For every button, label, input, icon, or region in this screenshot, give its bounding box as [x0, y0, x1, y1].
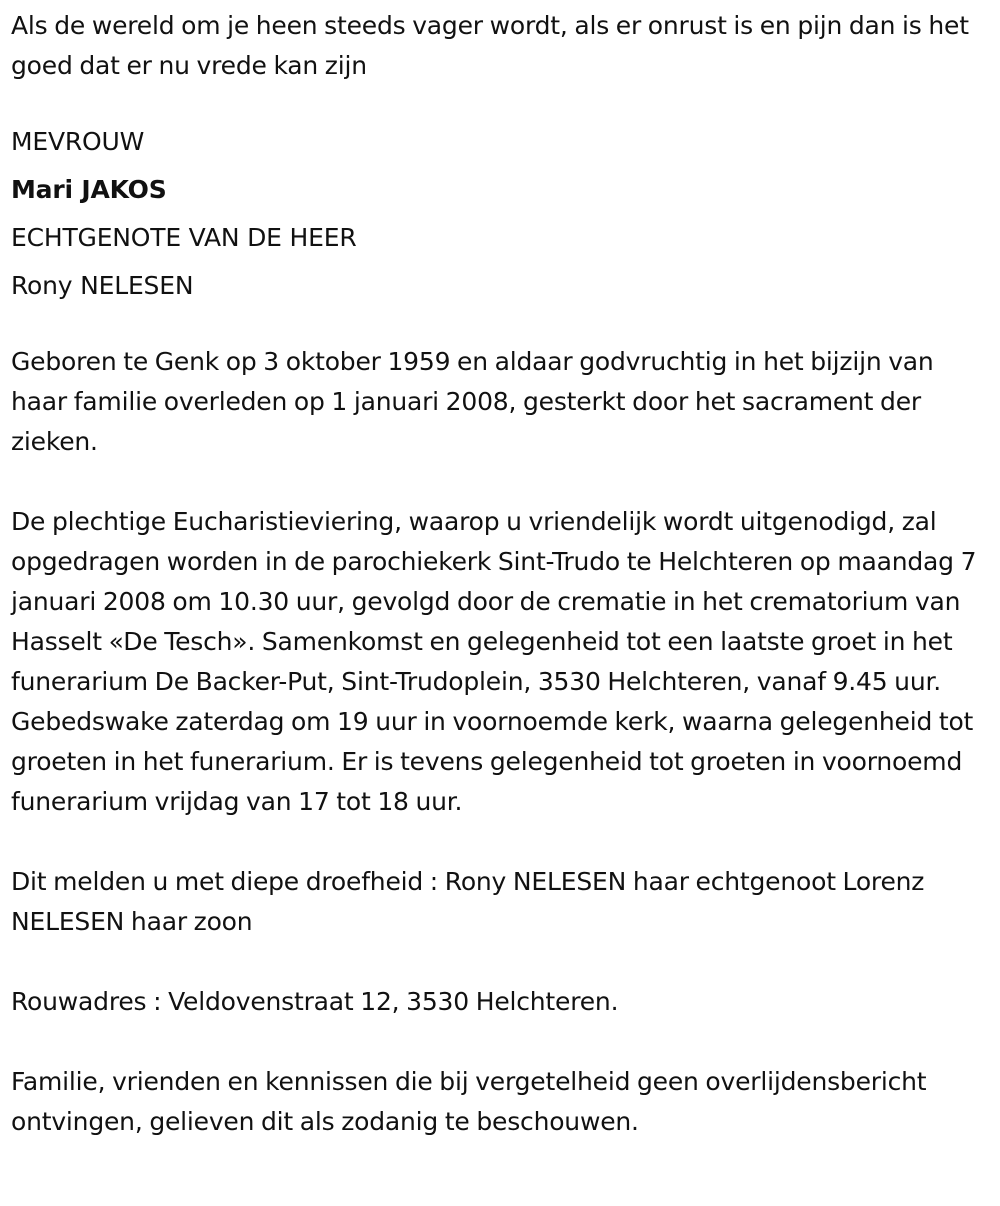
- closing-paragraph: Familie, vrienden en kennissen die bij vergetelheid geen overlijdensbericht ontvingen, gelieven dit als zodanig te beschouwen.: [11, 1067, 927, 1136]
- deceased-block: [11, 118, 996, 310]
- motto-text: Als de wereld om je heen steeds vager wordt, als er onrust is en pijn dan is het goed dat er nu vrede kan zijn: [11, 11, 969, 80]
- obituary-document: [11, 6, 996, 1142]
- honorific: MEVROUW: [11, 127, 145, 156]
- birth-death-paragraph: Geboren te Genk op 3 oktober 1959 en aldaar godvruchtig in het bijzijn van haar familie overleden op 1 januari 2008, gesterkt door het sacrament der zieken.: [11, 347, 934, 456]
- relation-text: ECHTGENOTE VAN DE HEER: [11, 223, 357, 252]
- spouse-name: Rony NELESEN: [11, 271, 194, 300]
- address-line: Rouwadres : Veldovenstraat 12, 3530 Helchteren.: [11, 987, 619, 1016]
- announcers-paragraph: Dit melden u met diepe droefheid : Rony NELESEN haar echtgenoot Lorenz NELESEN haar zoon: [11, 867, 925, 936]
- ceremony-paragraph: De plechtige Eucharistieviering, waarop u vriendelijk wordt uitgenodigd, zal opgedragen worden in de parochiekerk Sint-Trudo te Helchteren op maandag 7 januari 2008 om 10.30 uur, gevolgd door de crematie in het crematorium van Hasselt «De Tesch». Samenkomst en gelegenheid tot een laatste groet in het funerarium De Backer-Put, Sint-Trudoplein, 3530 Helchteren, vanaf 9.45 uur. Gebedswake zaterdag om 19 uur in voornoemde kerk, waarna gelegenheid tot groeten in het funerarium. Er is tevens gelegenheid tot groeten in voornoemd funerarium vrijdag van 17 tot 18 uur.: [11, 507, 977, 816]
- deceased-name: Mari JAKOS: [11, 175, 167, 204]
